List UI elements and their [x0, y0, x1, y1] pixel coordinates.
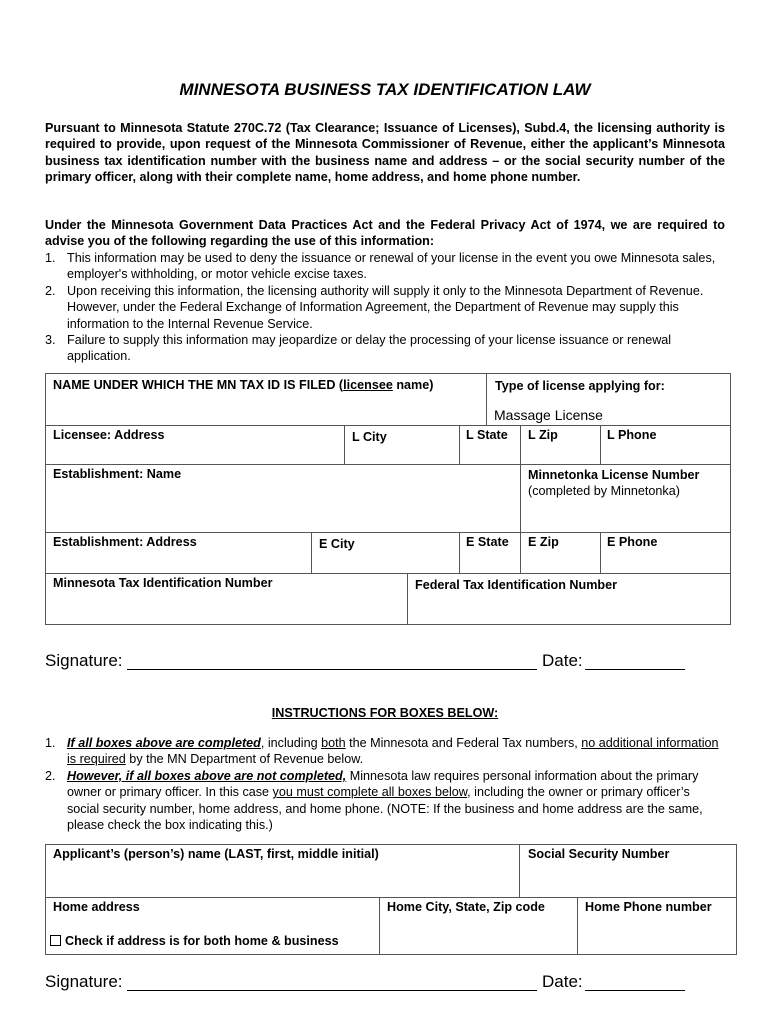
- signature-line[interactable]: [127, 669, 537, 670]
- list-item: 1. If all boxes above are completed, including both the Minnesota and Federal Tax numbers, no additional information is required by the MN Department of Revenue below.: [45, 736, 719, 767]
- signature-label: Signature:: [45, 651, 123, 670]
- list-item-text: Failure to supply this information may jeopardize or delay the processing of your license issuance or renewal application.: [67, 333, 672, 364]
- license-type-value: Massage License: [494, 407, 603, 423]
- establishment-name-label: Establishment: Name: [53, 467, 182, 481]
- intro-paragraph: Pursuant to Minnesota Statute 270C.72 (Tax Clearance; Issuance of Licenses), Subd.4, the licensing authority is required to provide, upon request of the Minnesota Commissioner of Revenue, either the applicant’s Minnesota business tax identification number with the business name and address – or the social security number of the primary officer, along with their complete name, home address, and home phone number.: [45, 121, 725, 185]
- list-item: 3. Failure to supply this information may jeopardize or delay the processing of your license issuance or renewal application.: [45, 333, 672, 364]
- establishment-phone-label: E Phone: [607, 535, 658, 549]
- licensee-state-label: L State: [466, 428, 508, 442]
- applicant-name-label: Applicant’s (person’s) name (LAST, first, middle initial): [53, 847, 379, 861]
- establishment-zip-label: E Zip: [528, 535, 559, 549]
- privacy-paragraph: Under the Minnesota Government Data Practices Act and the Federal Privacy Act of 1974, we are required to advise you of the following regarding the use of this information:: [45, 218, 725, 249]
- licensee-zip-label: L Zip: [528, 428, 558, 442]
- tax-id-name-label: NAME UNDER WHICH THE MN TAX ID IS FILED (licensee name): [53, 378, 434, 392]
- establishment-city-label: E City: [319, 537, 355, 551]
- federal-tax-id-label: Federal Tax Identification Number: [415, 578, 618, 592]
- page-title: MINNESOTA BUSINESS TAX IDENTIFICATION LAW: [179, 80, 591, 99]
- mn-tax-id-label: Minnesota Tax Identification Number: [53, 576, 273, 590]
- list-item-text: This information may be used to deny the issuance or renewal of your license in the event you owe Minnesota sales, employer's withholding, or motor vehicle excise taxes.: [67, 251, 716, 282]
- home-address-label: Home address: [53, 900, 140, 914]
- licensee-city-label: L City: [352, 430, 387, 444]
- same-address-checkbox-row[interactable]: [50, 934, 339, 948]
- date-label-2: Date:: [542, 972, 583, 991]
- instructions-list: [45, 735, 725, 833]
- list-item: 1. This information may be used to deny the issuance or renewal of your license in the event you owe Minnesota sales, employer's withholding, or motor vehicle excise taxes.: [45, 251, 716, 282]
- establishment-address-label: Establishment: Address: [53, 535, 197, 549]
- license-type-label: Type of license applying for:: [495, 379, 665, 393]
- licensee-address-label: Licensee: Address: [53, 428, 165, 442]
- signature-line-2[interactable]: [127, 990, 537, 991]
- instructions-heading: INSTRUCTIONS FOR BOXES BELOW:: [271, 706, 499, 720]
- list-item: 2. Upon receiving this information, the licensing authority will supply it only to the Minnesota Department of Revenue. However, under the Federal Exchange of Information Agreement, the Department of Revenue may supply this information to the Internal Revenue Service.: [45, 283, 704, 331]
- minnetonka-license-number-label: Minnetonka License Number: [528, 468, 700, 482]
- home-phone-label: Home Phone number: [585, 900, 712, 914]
- date-line[interactable]: [585, 669, 685, 670]
- minnetonka-completed-note: (completed by Minnetonka): [528, 484, 680, 498]
- list-item: 2. However, if all boxes above are not completed, Minnesota law requires personal information about the primary owner or primary officer. In this case you must complete all boxes below, including the owner or primary officer’s social security number, home address, and home phone. (NOTE: If the business and home address are the same, please check the box indicating this.): [45, 768, 703, 833]
- licensee-phone-label: L Phone: [607, 428, 657, 442]
- privacy-list: [45, 250, 725, 365]
- home-city-label: Home City, State, Zip code: [387, 900, 545, 914]
- same-address-checkbox[interactable]: [50, 935, 61, 946]
- signature-label-2: Signature:: [45, 972, 123, 991]
- list-item-text: Upon receiving this information, the licensing authority will supply it only to the Minnesota Department of Revenue. However, under the Federal Exchange of Information Agreement, the Department of Revenue may supply this information to the Internal Revenue Service.: [67, 283, 704, 331]
- date-line-2[interactable]: [585, 990, 685, 991]
- date-label: Date:: [542, 651, 583, 670]
- checkbox-label: Check if address is for both home & business: [65, 934, 339, 948]
- ssn-label: Social Security Number: [528, 847, 670, 861]
- establishment-state-label: E State: [466, 535, 509, 549]
